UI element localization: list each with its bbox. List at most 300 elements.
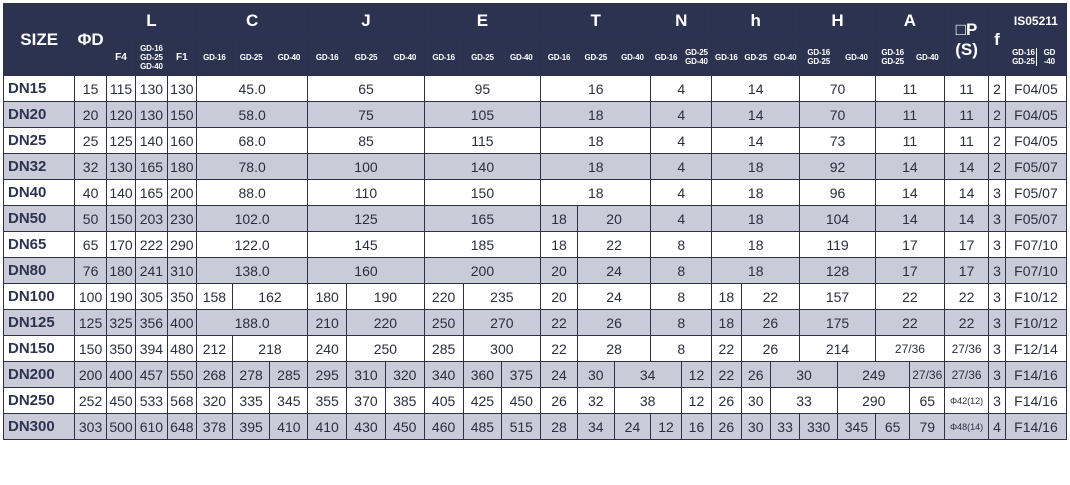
table-row bbox=[4, 388, 1067, 414]
value-cell: 158 bbox=[197, 284, 233, 310]
value-cell: 12 bbox=[651, 414, 681, 440]
value-cell: 3 bbox=[989, 232, 1006, 258]
value-cell: 303 bbox=[75, 414, 106, 440]
value-cell: 17 bbox=[945, 258, 989, 284]
value-cell: 350 bbox=[106, 336, 135, 362]
value-cell: 140 bbox=[424, 154, 540, 180]
value-cell: 190 bbox=[106, 284, 135, 310]
value-cell: F14/16 bbox=[1005, 414, 1066, 440]
value-cell: 32 bbox=[75, 154, 106, 180]
value-cell: 22 bbox=[875, 284, 944, 310]
value-cell: 115 bbox=[424, 128, 540, 154]
value-cell: 165 bbox=[136, 180, 167, 206]
header-j-gd25: GD-25 bbox=[347, 39, 386, 76]
value-cell: 325 bbox=[106, 310, 135, 336]
value-cell: 457 bbox=[136, 362, 167, 388]
value-cell: 320 bbox=[385, 362, 424, 388]
value-cell: 14 bbox=[875, 180, 944, 206]
value-cell: 270 bbox=[463, 310, 541, 336]
value-cell: 355 bbox=[308, 388, 347, 414]
value-cell: 18 bbox=[541, 232, 578, 258]
value-cell: 27/36 bbox=[875, 336, 944, 362]
value-cell: 20 bbox=[75, 102, 106, 128]
value-cell: 24 bbox=[614, 414, 651, 440]
value-cell: 30 bbox=[741, 388, 770, 414]
size-cell: DN125 bbox=[4, 310, 75, 336]
value-cell: 32 bbox=[577, 388, 614, 414]
value-cell: 400 bbox=[167, 310, 196, 336]
value-cell: 104 bbox=[800, 206, 876, 232]
value-cell: 45.0 bbox=[197, 76, 308, 102]
value-cell: 310 bbox=[347, 362, 386, 388]
value-cell: 18 bbox=[541, 154, 651, 180]
value-cell: 17 bbox=[875, 232, 944, 258]
value-cell: 25 bbox=[75, 128, 106, 154]
header-p: □P (S) bbox=[945, 4, 989, 76]
value-cell: 250 bbox=[424, 310, 463, 336]
value-cell: 11 bbox=[945, 102, 989, 128]
header-j-gd16: GD-16 bbox=[308, 39, 347, 76]
value-cell: 200 bbox=[424, 258, 540, 284]
header-l: L bbox=[106, 4, 196, 39]
header-l-f1: F1 bbox=[167, 39, 196, 76]
value-cell: 24 bbox=[577, 284, 650, 310]
value-cell: 130 bbox=[136, 76, 167, 102]
value-cell: 150 bbox=[75, 336, 106, 362]
value-cell: 290 bbox=[838, 388, 910, 414]
value-cell: 345 bbox=[270, 388, 308, 414]
table-row bbox=[4, 206, 1067, 232]
size-cell: DN300 bbox=[4, 414, 75, 440]
size-cell: DN200 bbox=[4, 362, 75, 388]
header-iso-b: GD -40 bbox=[1036, 48, 1061, 66]
value-cell: 410 bbox=[270, 414, 308, 440]
header-h-small: h bbox=[712, 4, 800, 39]
value-cell: 3 bbox=[989, 206, 1006, 232]
value-cell: 14 bbox=[712, 128, 800, 154]
value-cell: 8 bbox=[651, 284, 712, 310]
value-cell: 22 bbox=[875, 310, 944, 336]
value-cell: 568 bbox=[167, 388, 196, 414]
value-cell: 79 bbox=[910, 414, 945, 440]
value-cell: 180 bbox=[106, 258, 135, 284]
value-cell: 11 bbox=[875, 76, 944, 102]
value-cell: 405 bbox=[424, 388, 463, 414]
value-cell: 160 bbox=[308, 258, 424, 284]
value-cell: 15 bbox=[75, 76, 106, 102]
value-cell: F07/10 bbox=[1005, 258, 1066, 284]
value-cell: 395 bbox=[232, 414, 270, 440]
value-cell: 30 bbox=[741, 414, 770, 440]
value-cell: 3 bbox=[989, 310, 1006, 336]
value-cell: 105 bbox=[424, 102, 540, 128]
value-cell: 185 bbox=[424, 232, 540, 258]
table-row bbox=[4, 310, 1067, 336]
value-cell: 320 bbox=[197, 388, 233, 414]
value-cell: 22 bbox=[945, 310, 989, 336]
value-cell: 100 bbox=[75, 284, 106, 310]
value-cell: 300 bbox=[463, 336, 541, 362]
value-cell: 18 bbox=[541, 102, 651, 128]
value-cell: 18 bbox=[712, 310, 741, 336]
header-n: N bbox=[651, 4, 712, 39]
table-row bbox=[4, 154, 1067, 180]
value-cell: 290 bbox=[167, 232, 196, 258]
value-cell: 345 bbox=[838, 414, 876, 440]
value-cell: 11 bbox=[945, 128, 989, 154]
value-cell: 26 bbox=[541, 388, 578, 414]
header-iso-sub bbox=[1005, 39, 1066, 76]
value-cell: 95 bbox=[424, 76, 540, 102]
value-cell: 188.0 bbox=[197, 310, 308, 336]
value-cell: 610 bbox=[136, 414, 167, 440]
value-cell: 278 bbox=[232, 362, 270, 388]
value-cell: 18 bbox=[712, 180, 800, 206]
value-cell: F14/16 bbox=[1005, 362, 1066, 388]
value-cell: 356 bbox=[136, 310, 167, 336]
header-size: SIZE bbox=[4, 4, 75, 76]
value-cell: 125 bbox=[308, 206, 424, 232]
value-cell: 11 bbox=[875, 128, 944, 154]
value-cell: F05/07 bbox=[1005, 154, 1066, 180]
size-cell: DN100 bbox=[4, 284, 75, 310]
value-cell: 65 bbox=[875, 414, 910, 440]
value-cell: 22 bbox=[712, 336, 741, 362]
value-cell: 550 bbox=[167, 362, 196, 388]
value-cell: 18 bbox=[712, 232, 800, 258]
header-h: H bbox=[800, 4, 876, 39]
value-cell: 18 bbox=[712, 258, 800, 284]
value-cell: 3 bbox=[989, 336, 1006, 362]
value-cell: 8 bbox=[651, 336, 712, 362]
value-cell: 250 bbox=[347, 336, 425, 362]
value-cell: 33 bbox=[770, 414, 799, 440]
value-cell: 8 bbox=[651, 258, 712, 284]
value-cell: 17 bbox=[875, 258, 944, 284]
value-cell: 3 bbox=[989, 258, 1006, 284]
value-cell: 252 bbox=[75, 388, 106, 414]
header-iso: IS05211 bbox=[1005, 4, 1066, 39]
value-cell: Φ42(12) bbox=[945, 388, 989, 414]
header-c-gd16: GD-16 bbox=[197, 39, 233, 76]
value-cell: 110 bbox=[308, 180, 424, 206]
header-n-gd2540: GD-25 GD-40 bbox=[681, 39, 711, 76]
value-cell: 24 bbox=[541, 362, 578, 388]
value-cell: 180 bbox=[308, 284, 347, 310]
value-cell: 235 bbox=[463, 284, 541, 310]
value-cell: 34 bbox=[614, 362, 681, 388]
value-cell: 18 bbox=[541, 206, 578, 232]
value-cell: 295 bbox=[308, 362, 347, 388]
value-cell: 330 bbox=[800, 414, 838, 440]
size-cell: DN40 bbox=[4, 180, 75, 206]
value-cell: 18 bbox=[541, 128, 651, 154]
value-cell: 27/36 bbox=[945, 336, 989, 362]
value-cell: 3 bbox=[989, 284, 1006, 310]
value-cell: 140 bbox=[106, 180, 135, 206]
header-c-gd40: GD-40 bbox=[270, 39, 308, 76]
value-cell: 12 bbox=[681, 388, 711, 414]
value-cell: 22 bbox=[945, 284, 989, 310]
value-cell: 425 bbox=[463, 388, 502, 414]
size-cell: DN15 bbox=[4, 76, 75, 102]
value-cell: 22 bbox=[541, 310, 578, 336]
header-e-gd25: GD-25 bbox=[463, 39, 502, 76]
value-cell: 8 bbox=[651, 310, 712, 336]
value-cell: 22 bbox=[541, 336, 578, 362]
value-cell: 14 bbox=[945, 180, 989, 206]
value-cell: F07/10 bbox=[1005, 232, 1066, 258]
value-cell: 8 bbox=[651, 232, 712, 258]
value-cell: 96 bbox=[800, 180, 876, 206]
value-cell: 27/36 bbox=[910, 362, 945, 388]
header-t: T bbox=[541, 4, 651, 39]
header-h-gd16: GD-16 bbox=[712, 39, 741, 76]
value-cell: 375 bbox=[502, 362, 541, 388]
value-cell: 30 bbox=[770, 362, 837, 388]
size-cell: DN65 bbox=[4, 232, 75, 258]
value-cell: 162 bbox=[232, 284, 308, 310]
table-row bbox=[4, 336, 1067, 362]
size-cell: DN80 bbox=[4, 258, 75, 284]
value-cell: 450 bbox=[385, 414, 424, 440]
value-cell: 88.0 bbox=[197, 180, 308, 206]
value-cell: 4 bbox=[651, 154, 712, 180]
value-cell: 73 bbox=[800, 128, 876, 154]
value-cell: 34 bbox=[577, 414, 614, 440]
value-cell: 480 bbox=[167, 336, 196, 362]
value-cell: 2 bbox=[989, 102, 1006, 128]
value-cell: 4 bbox=[651, 180, 712, 206]
value-cell: 212 bbox=[197, 336, 233, 362]
value-cell: 3 bbox=[989, 362, 1006, 388]
value-cell: 18 bbox=[712, 154, 800, 180]
value-cell: 12 bbox=[681, 362, 711, 388]
value-cell: 200 bbox=[75, 362, 106, 388]
value-cell: 170 bbox=[106, 232, 135, 258]
value-cell: 4 bbox=[651, 102, 712, 128]
value-cell: 128 bbox=[800, 258, 876, 284]
value-cell: 26 bbox=[741, 336, 800, 362]
value-cell: 70 bbox=[800, 76, 876, 102]
value-cell: 450 bbox=[502, 388, 541, 414]
value-cell: F12/14 bbox=[1005, 336, 1066, 362]
header-e-gd40: GD-40 bbox=[502, 39, 541, 76]
size-cell: DN25 bbox=[4, 128, 75, 154]
value-cell: 125 bbox=[75, 310, 106, 336]
value-cell: F10/12 bbox=[1005, 284, 1066, 310]
value-cell: 14 bbox=[875, 154, 944, 180]
value-cell: 26 bbox=[741, 310, 800, 336]
value-cell: 115 bbox=[106, 76, 135, 102]
value-cell: 16 bbox=[541, 76, 651, 102]
value-cell: 58.0 bbox=[197, 102, 308, 128]
value-cell: F14/16 bbox=[1005, 388, 1066, 414]
header-l-mid: GD-16 GD-25 GD-40 bbox=[136, 39, 167, 76]
value-cell: 460 bbox=[424, 414, 463, 440]
header-a-gd1625: GD-16 GD-25 bbox=[875, 39, 910, 76]
value-cell: 50 bbox=[75, 206, 106, 232]
value-cell: 190 bbox=[347, 284, 425, 310]
value-cell: F04/05 bbox=[1005, 76, 1066, 102]
value-cell: 2 bbox=[989, 76, 1006, 102]
value-cell: 222 bbox=[136, 232, 167, 258]
value-cell: 340 bbox=[424, 362, 463, 388]
value-cell: 28 bbox=[541, 414, 578, 440]
header-t-gd25: GD-25 bbox=[577, 39, 614, 76]
table-row bbox=[4, 362, 1067, 388]
size-cell: DN50 bbox=[4, 206, 75, 232]
value-cell: 17 bbox=[945, 232, 989, 258]
value-cell: 20 bbox=[577, 206, 650, 232]
value-cell: 22 bbox=[577, 232, 650, 258]
value-cell: 4 bbox=[651, 76, 712, 102]
value-cell: 3 bbox=[989, 180, 1006, 206]
value-cell: 249 bbox=[838, 362, 910, 388]
value-cell: 4 bbox=[651, 128, 712, 154]
value-cell: 150 bbox=[106, 206, 135, 232]
header-c: C bbox=[197, 4, 308, 39]
value-cell: 33 bbox=[770, 388, 837, 414]
value-cell: 20 bbox=[541, 284, 578, 310]
value-cell: 385 bbox=[385, 388, 424, 414]
value-cell: 130 bbox=[106, 154, 135, 180]
size-cell: DN20 bbox=[4, 102, 75, 128]
value-cell: F05/07 bbox=[1005, 206, 1066, 232]
value-cell: 22 bbox=[712, 362, 741, 388]
value-cell: 27/36 bbox=[945, 362, 989, 388]
value-cell: 515 bbox=[502, 414, 541, 440]
value-cell: 92 bbox=[800, 154, 876, 180]
dimension-table bbox=[3, 3, 1067, 440]
value-cell: 410 bbox=[308, 414, 347, 440]
value-cell: 100 bbox=[308, 154, 424, 180]
header-a-gd40: GD-40 bbox=[910, 39, 945, 76]
value-cell: 214 bbox=[800, 336, 876, 362]
value-cell: 310 bbox=[167, 258, 196, 284]
header-j-gd40: GD-40 bbox=[385, 39, 424, 76]
value-cell: 14 bbox=[945, 154, 989, 180]
value-cell: 230 bbox=[167, 206, 196, 232]
value-cell: 2 bbox=[989, 128, 1006, 154]
value-cell: 20 bbox=[541, 258, 578, 284]
value-cell: 533 bbox=[136, 388, 167, 414]
header-h-gd40: GD-40 bbox=[770, 39, 799, 76]
value-cell: 78.0 bbox=[197, 154, 308, 180]
value-cell: 11 bbox=[875, 102, 944, 128]
size-cell: DN32 bbox=[4, 154, 75, 180]
value-cell: 175 bbox=[800, 310, 876, 336]
table-row bbox=[4, 76, 1067, 102]
value-cell: 122.0 bbox=[197, 232, 308, 258]
size-cell: DN150 bbox=[4, 336, 75, 362]
value-cell: 22 bbox=[741, 284, 800, 310]
value-cell: 360 bbox=[463, 362, 502, 388]
value-cell: 14 bbox=[875, 206, 944, 232]
table-row bbox=[4, 284, 1067, 310]
value-cell: 450 bbox=[106, 388, 135, 414]
value-cell: 38 bbox=[614, 388, 681, 414]
value-cell: F04/05 bbox=[1005, 102, 1066, 128]
value-cell: F04/05 bbox=[1005, 128, 1066, 154]
table-row bbox=[4, 102, 1067, 128]
value-cell: 18 bbox=[712, 284, 741, 310]
value-cell: 26 bbox=[712, 388, 741, 414]
header-phi-d: ΦD bbox=[75, 4, 106, 76]
value-cell: 160 bbox=[167, 128, 196, 154]
header-t-gd16: GD-16 bbox=[541, 39, 578, 76]
value-cell: F05/07 bbox=[1005, 180, 1066, 206]
header-l-f4: F4 bbox=[106, 39, 135, 76]
size-cell: DN250 bbox=[4, 388, 75, 414]
value-cell: 11 bbox=[945, 76, 989, 102]
value-cell: 241 bbox=[136, 258, 167, 284]
value-cell: 350 bbox=[167, 284, 196, 310]
value-cell: 165 bbox=[424, 206, 540, 232]
value-cell: 26 bbox=[577, 310, 650, 336]
header-hh-gd40: GD-40 bbox=[838, 39, 876, 76]
value-cell: 40 bbox=[75, 180, 106, 206]
value-cell: 268 bbox=[197, 362, 233, 388]
value-cell: 165 bbox=[136, 154, 167, 180]
value-cell: 28 bbox=[577, 336, 650, 362]
value-cell: 138.0 bbox=[197, 258, 308, 284]
table-body bbox=[4, 76, 1067, 440]
value-cell: 485 bbox=[463, 414, 502, 440]
header-h-gd25: GD-25 bbox=[741, 39, 770, 76]
value-cell: 220 bbox=[424, 284, 463, 310]
value-cell: 285 bbox=[424, 336, 463, 362]
header-f: f bbox=[989, 4, 1006, 76]
value-cell: 70 bbox=[800, 102, 876, 128]
value-cell: 305 bbox=[136, 284, 167, 310]
value-cell: 378 bbox=[197, 414, 233, 440]
table-row bbox=[4, 414, 1067, 440]
value-cell: 125 bbox=[106, 128, 135, 154]
value-cell: 370 bbox=[347, 388, 386, 414]
value-cell: 240 bbox=[308, 336, 347, 362]
value-cell: 2 bbox=[989, 154, 1006, 180]
value-cell: 30 bbox=[577, 362, 614, 388]
value-cell: 65 bbox=[75, 232, 106, 258]
value-cell: 120 bbox=[106, 102, 135, 128]
value-cell: 65 bbox=[308, 76, 424, 102]
value-cell: 18 bbox=[712, 206, 800, 232]
value-cell: 157 bbox=[800, 284, 876, 310]
value-cell: 400 bbox=[106, 362, 135, 388]
value-cell: Φ48(14) bbox=[945, 414, 989, 440]
value-cell: 648 bbox=[167, 414, 196, 440]
value-cell: 14 bbox=[712, 102, 800, 128]
value-cell: 14 bbox=[945, 206, 989, 232]
header-iso-a: GD-16 GD-25 bbox=[1012, 48, 1035, 66]
value-cell: 500 bbox=[106, 414, 135, 440]
header-a: A bbox=[875, 4, 944, 39]
header-j: J bbox=[308, 4, 424, 39]
value-cell: F10/12 bbox=[1005, 310, 1066, 336]
value-cell: 285 bbox=[270, 362, 308, 388]
value-cell: 16 bbox=[681, 414, 711, 440]
value-cell: 119 bbox=[800, 232, 876, 258]
value-cell: 4 bbox=[651, 206, 712, 232]
value-cell: 130 bbox=[136, 102, 167, 128]
header-e-gd16: GD-16 bbox=[424, 39, 463, 76]
value-cell: 75 bbox=[308, 102, 424, 128]
value-cell: 18 bbox=[541, 180, 651, 206]
header-c-gd25: GD-25 bbox=[232, 39, 270, 76]
table-row bbox=[4, 232, 1067, 258]
value-cell: 335 bbox=[232, 388, 270, 414]
